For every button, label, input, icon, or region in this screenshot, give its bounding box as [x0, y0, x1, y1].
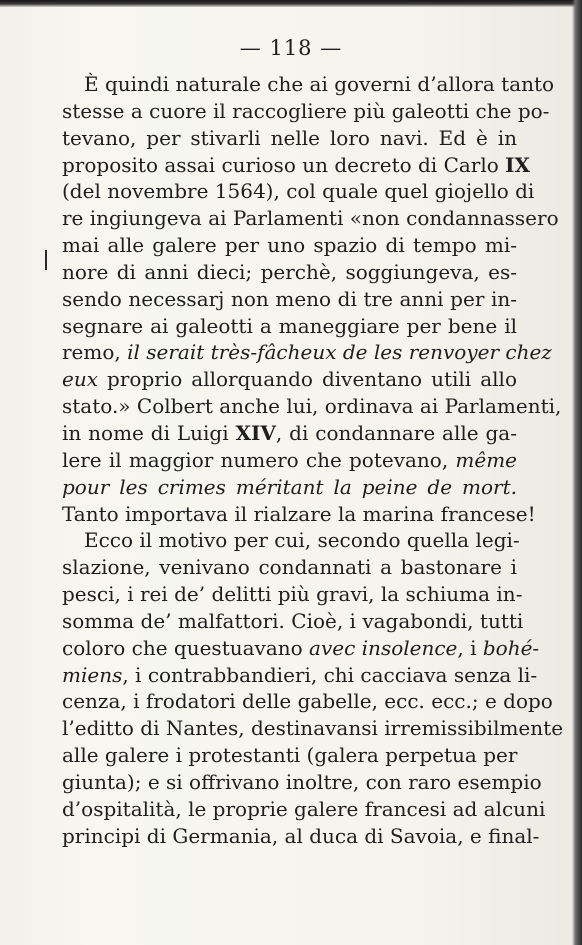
text-segment: alle galere i protestanti (galera perpetua per [62, 743, 518, 768]
italic-text-segment: eux [62, 367, 98, 392]
text-line [62, 393, 562, 420]
text-line [62, 527, 520, 554]
text-line [62, 366, 517, 393]
italic-text-segment: même [455, 447, 517, 472]
text-segment: in nome di Luigi [62, 420, 236, 445]
text-line [62, 796, 546, 823]
text-segment: È quindi naturale che ai governi d’allora tanto [84, 72, 555, 96]
text-segment: Ecco il motivo per cui, secondo quella legi- [84, 528, 520, 553]
text-line [62, 178, 535, 205]
italic-text-segment: miens [62, 662, 123, 687]
text-segment: proposito assai curioso un decreto di Carlo [62, 152, 506, 177]
text-segment: pesci, i rei de’ delitti più gravi, la schiuma in- [62, 582, 523, 607]
text-line [62, 501, 536, 528]
text-segment: somma de’ malfattori. Cioè, i vagabondi, tutti [62, 608, 524, 633]
text-segment: stesse a cuore il raccogliere più galeotti che po- [62, 98, 550, 123]
text-line [62, 608, 524, 635]
body-text [62, 71, 564, 849]
text-segment: sendo necessarj non meno di tre anni per in- [62, 286, 517, 311]
text-line [62, 205, 559, 232]
text-line [62, 71, 555, 98]
italic-text-segment: avec insolence [309, 635, 458, 660]
text-segment: giunta); e si offrivano inoltre, con raro esempio [62, 769, 542, 794]
text-line [62, 98, 550, 125]
text-line [62, 715, 564, 742]
text-segment: cenza, i frodatori delle gabelle, ecc. ecc.; e dopo [62, 689, 553, 714]
text-line [62, 635, 540, 662]
text-segment: Tanto importava il rialzare la marina francese! [62, 501, 536, 526]
text-segment: mai alle galere per uno spazio di tempo mi- [62, 233, 517, 258]
text-line [62, 339, 552, 366]
text-line [62, 823, 540, 850]
bold-text-segment: XIV [235, 420, 276, 445]
text-segment: tevano, per stivarli nelle loro navi. Ed è in [62, 125, 517, 150]
text-line [62, 581, 523, 608]
text-line [62, 554, 517, 581]
text-line [62, 474, 517, 501]
text-segment: remo, [62, 340, 128, 365]
italic-text-segment: bohé- [482, 635, 540, 660]
text-line [62, 688, 553, 715]
text-segment: (del novembre 1564), col quale quel giojello di [62, 179, 535, 204]
text-line [62, 259, 517, 286]
italic-text-segment: pour les crimes méritant la peine de mort. [62, 474, 517, 499]
text-segment: stato.» Colbert anche lui, ordinava ai Parlamenti, [62, 394, 562, 419]
page-binding-shadow [572, 0, 582, 945]
page-number: — 118 — [239, 36, 343, 60]
text-line [62, 125, 517, 152]
text-segment: d’ospitalità, le proprie galere francesi ad alcuni [62, 796, 546, 821]
text-line [62, 420, 517, 447]
text-segment: coloro che questuavano [62, 635, 310, 660]
text-line [62, 769, 542, 796]
text-line [62, 662, 538, 689]
text-segment: lere il maggior numero che potevano, [62, 447, 456, 472]
text-segment: principi di Germania, al duca di Savoia, e final- [62, 823, 540, 848]
bold-text-segment: IX [505, 152, 531, 177]
text-segment: , di condannare alle ga- [275, 420, 517, 445]
text-line [62, 447, 517, 474]
text-segment: re ingiungeva ai Parlamenti «non condannassero [62, 206, 559, 231]
text-line [62, 152, 531, 179]
text-line [62, 286, 517, 313]
italic-text-segment: il serait très-fâcheux de les renvoyer chez [127, 340, 552, 365]
text-segment: l’editto di Nantes, destinavansi irremissibilmente [62, 716, 564, 741]
text-segment: nore di anni dieci; perchè, soggiungeva, es- [62, 259, 517, 284]
text-segment: proprio allorquando diventano utili allo [98, 367, 517, 392]
page-top-edge-shadow [0, 0, 582, 7]
text-segment: slazione, venivano condannati a bastonare i [62, 555, 517, 580]
text-segment: , i contrabbandieri, chi cacciava senza li- [122, 662, 538, 687]
text-line [62, 742, 517, 769]
text-line [62, 232, 517, 259]
margin-mark [45, 250, 47, 270]
text-segment: , i [457, 635, 483, 660]
text-segment: segnare ai galeotti a maneggiare per bene il [62, 313, 517, 338]
text-line [62, 313, 517, 340]
